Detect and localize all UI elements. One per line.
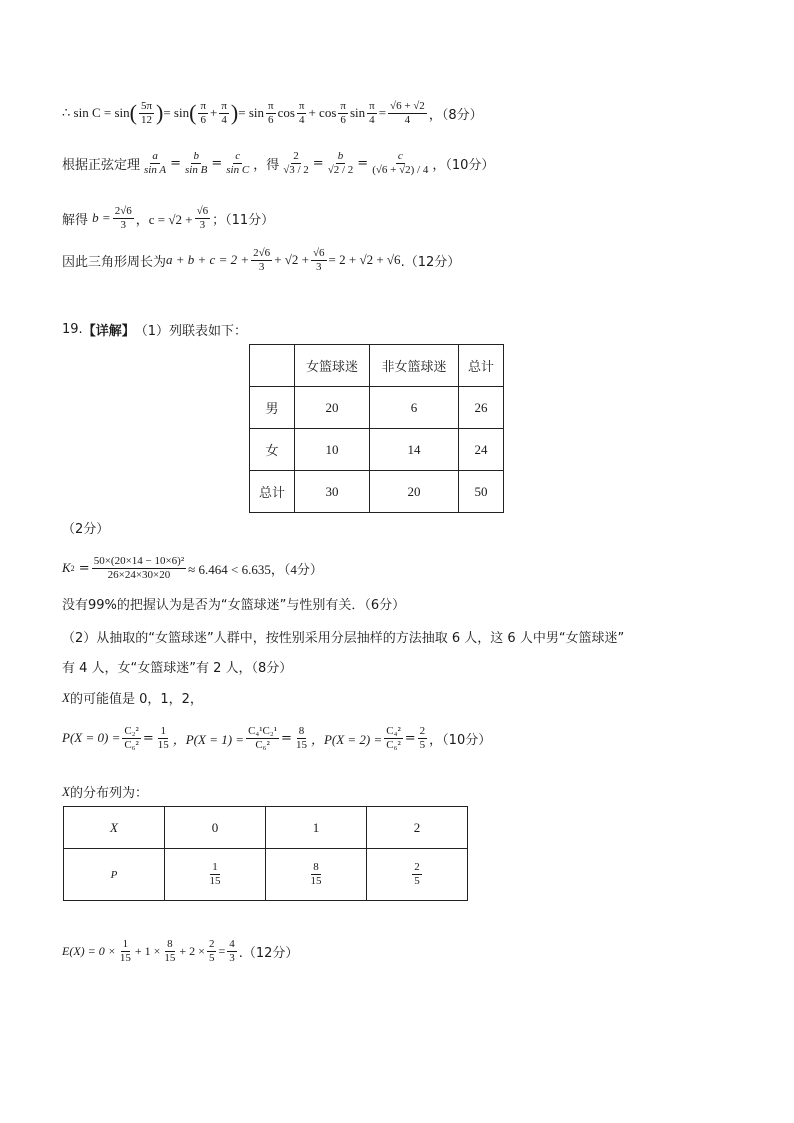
- line-perimeter: 因此三角形周长为 a + b + c = 2 + $\frac{2√6}{3}$ + √2 + $\frac{√6}{3}$ = 2 + √2 + √6 .（12分）: [62, 247, 461, 273]
- line-part2-b: 有 4 人，女“女篮球迷”有 2 人，（8分）: [62, 661, 293, 676]
- distribution-table: X 0 1 2 P $\frac{1}{15}$ $\frac{8}{15}$ $\frac{2}{5}$: [63, 806, 468, 901]
- line-x-values: X 的可能值是 0，1，2，: [62, 689, 203, 707]
- q19-heading: 19. 【详解】 （1）列联表如下：: [62, 322, 247, 339]
- line-distribution: X 的分布列为：: [62, 783, 148, 801]
- line-k2: K 2 = $\frac{\text{50×(20×14 − 10×6)²}}{26\times 24\times 30\times 20}$ ≈ 6.464 < 6.635，（4分）: [62, 555, 323, 581]
- frac: $\frac{5\pi}{12}$: [140, 100, 153, 126]
- line-solve: 解得 b = $\frac{2√6}{3}$ ，c = √2 + $\frac{√6}{3}$ ；（11分）: [62, 205, 275, 231]
- line-sine-law: 根据正弦定理 $\frac{a}{\text{sin A}}$ = $\frac{b}{\text{sin B}}$ = $\frac{c}{\text{sin C}}$ ，得 $\frac{2}{√3 / 2}$ = $\frac{b}{√2 / 2}$ = $\frac{c}{(√6 + √2) / 4}$ ，（10分）: [62, 150, 495, 176]
- line-probabilities: P(X = 0) = $\frac{\text{C₂²}}{\text{C₆²}}$ = $\frac{1}{15}$ ，P(X = 1) = $\frac{\text{C₄¹C₂¹}}{\text{C₆²}}$ = $\frac{8}{15}$ ，P(X = 2) = $\frac{\text{C₄²}}{\text{C₆²}}$ = $\frac{2}{5}$ ，（10分）: [62, 725, 492, 751]
- score-2: （2分）: [62, 522, 110, 537]
- text: ∴ sin C = sin: [62, 105, 130, 121]
- line-expectation: E(X) = 0 × $\frac{1}{15}$ + 1 × $\frac{8}{15}$ + 2 × $\frac{2}{5}$ = $\frac{4}{3}$ .（12分）: [62, 938, 299, 964]
- line-part2-a: （2）从抽取的“女篮球迷”人群中，按性别采用分层抽样的方法抽取 6 人，这 6 人中男“女篮球迷”: [62, 631, 625, 646]
- line-sinC: ∴ sin C = sin ( $\frac{5\pi}{12}$ ) = sin ( $\frac{\pi}{6}$ + $\frac{\pi}{4}$ ) = sin $\frac{\pi}{6}$ cos $\frac{\pi}{4}$ + cos $\frac{\pi}{6}$ sin $\frac{\pi}{4}$ = $\frac{√6 + √2}{4}$ ，（8分）: [62, 100, 483, 126]
- contingency-table: 女篮球迷 非女篮球迷 总计 男 20 6 26 女 10 14 24 总计 30 20 50: [249, 344, 504, 513]
- line-conclusion: 没有99%的把握认为是否为“女篮球迷”与性别有关．（6分）: [62, 598, 406, 613]
